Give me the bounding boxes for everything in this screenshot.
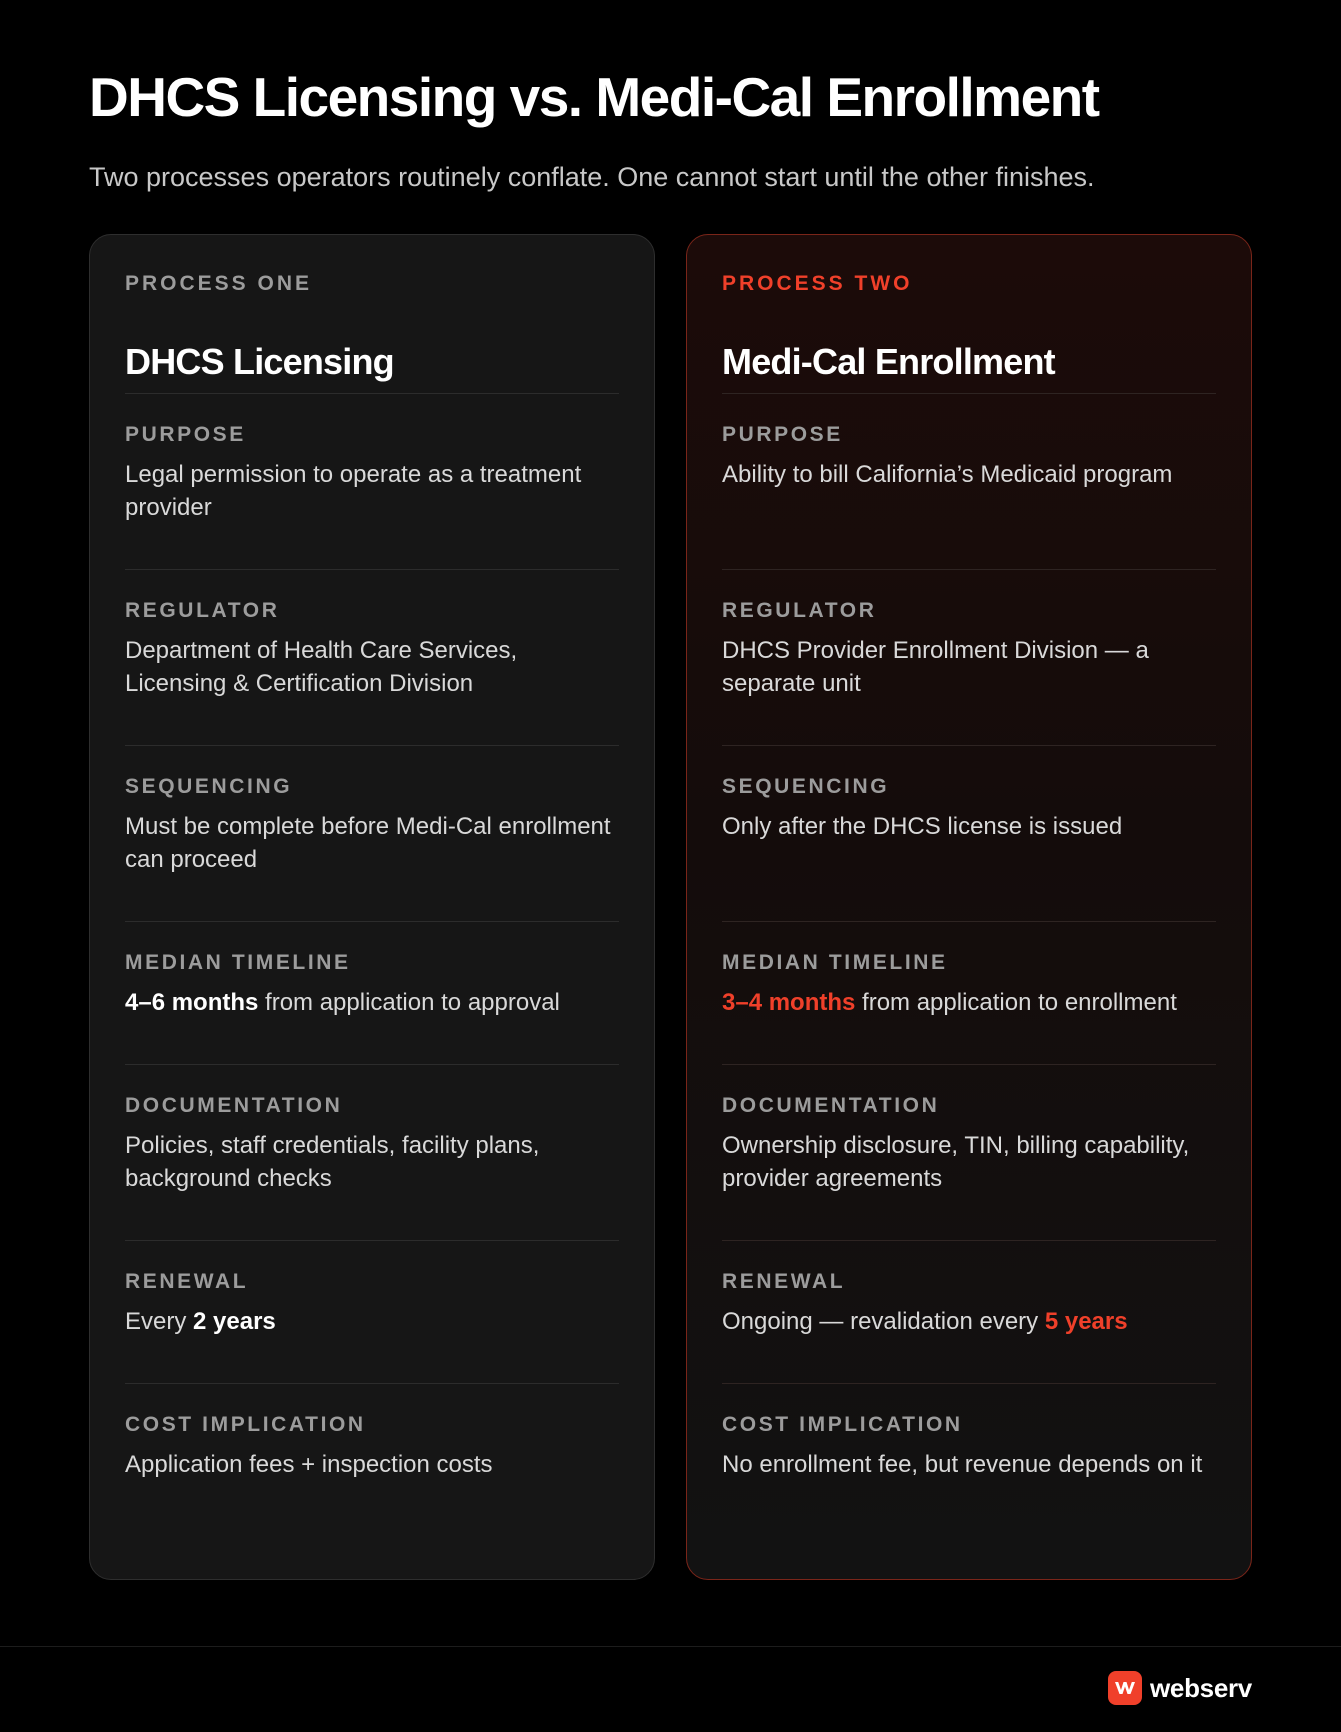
process-one-renewal-row [125,1240,619,1383]
process-two-card [686,234,1252,1580]
brand-logo [1108,1670,1252,1706]
documentation-label: DOCUMENTATION [125,1094,343,1117]
page-title: DHCS Licensing vs. Medi-Cal Enrollment [89,66,1099,128]
process-one-cost-row [125,1383,619,1559]
timeline-label: MEDIAN TIMELINE [125,951,351,974]
renewal-prefix: Ongoing — revalidation every [722,1308,1045,1335]
cost-label: COST IMPLICATION [722,1413,963,1436]
cost-label: COST IMPLICATION [125,1413,366,1436]
purpose-value: Ability to bill California’s Medicaid program [722,461,1173,488]
sequencing-value: Only after the DHCS license is issued [722,813,1123,840]
renewal-label: RENEWAL [125,1270,249,1293]
timeline-label: MEDIAN TIMELINE [722,951,948,974]
sequencing-label: SEQUENCING [125,775,293,798]
process-one-regulator-row [125,569,619,745]
process-one-eyebrow: PROCESS ONE [125,272,313,295]
process-one-purpose-row [125,393,619,569]
timeline-rest: from application to enrollment [855,989,1177,1016]
process-one-documentation-row [125,1064,619,1240]
process-two-title: Medi-Cal Enrollment [722,341,1055,382]
renewal-value [125,1305,619,1338]
page-subtitle: Two processes operators routinely conflate. One cannot start until the other finishes. [89,162,1095,192]
documentation-value: Ownership disclosure, TIN, billing capability, provider agreements [722,1132,1190,1192]
footer-divider [0,1646,1341,1647]
process-two-cost-row [722,1383,1216,1559]
sequencing-label: SEQUENCING [722,775,890,798]
sequencing-value: Must be complete before Medi-Cal enrollment can proceed [125,813,611,873]
process-two-regulator-row [722,569,1216,745]
process-two-renewal-row [722,1240,1216,1383]
regulator-label: REGULATOR [722,599,877,622]
cost-value: Application fees + inspection costs [125,1451,493,1478]
regulator-value: Department of Health Care Services, Licensing & Certification Division [125,637,518,697]
regulator-value: DHCS Provider Enrollment Division — a separate unit [722,637,1149,697]
brand-name: webserv [1150,1673,1252,1703]
renewal-highlight: 2 years [193,1308,276,1335]
process-two-documentation-row [722,1064,1216,1240]
purpose-label: PURPOSE [125,423,246,446]
webserv-logo-icon [1108,1671,1142,1705]
renewal-value [722,1305,1216,1338]
renewal-label: RENEWAL [722,1270,846,1293]
renewal-prefix: Every [125,1308,194,1335]
purpose-value: Legal permission to operate as a treatment provider [125,461,582,521]
timeline-highlight: 4–6 months [125,989,259,1016]
regulator-label: REGULATOR [125,599,280,622]
timeline-value [722,986,1216,1019]
cost-value: No enrollment fee, but revenue depends on it [722,1451,1203,1478]
process-one-title: DHCS Licensing [125,341,394,382]
timeline-rest: from application to approval [258,989,560,1016]
timeline-highlight: 3–4 months [722,989,856,1016]
process-one-card [89,234,655,1580]
process-one-timeline-row [125,921,619,1064]
renewal-highlight: 5 years [1044,1308,1128,1335]
process-two-purpose-row [722,393,1216,569]
process-two-eyebrow: PROCESS TWO [722,272,913,295]
process-two-sequencing-row [722,745,1216,921]
timeline-value [125,986,619,1019]
purpose-label: PURPOSE [722,423,843,446]
documentation-value: Policies, staff credentials, facility plans, background checks [125,1132,540,1192]
process-one-sequencing-row [125,745,619,921]
documentation-label: DOCUMENTATION [722,1094,940,1117]
process-two-timeline-row [722,921,1216,1064]
